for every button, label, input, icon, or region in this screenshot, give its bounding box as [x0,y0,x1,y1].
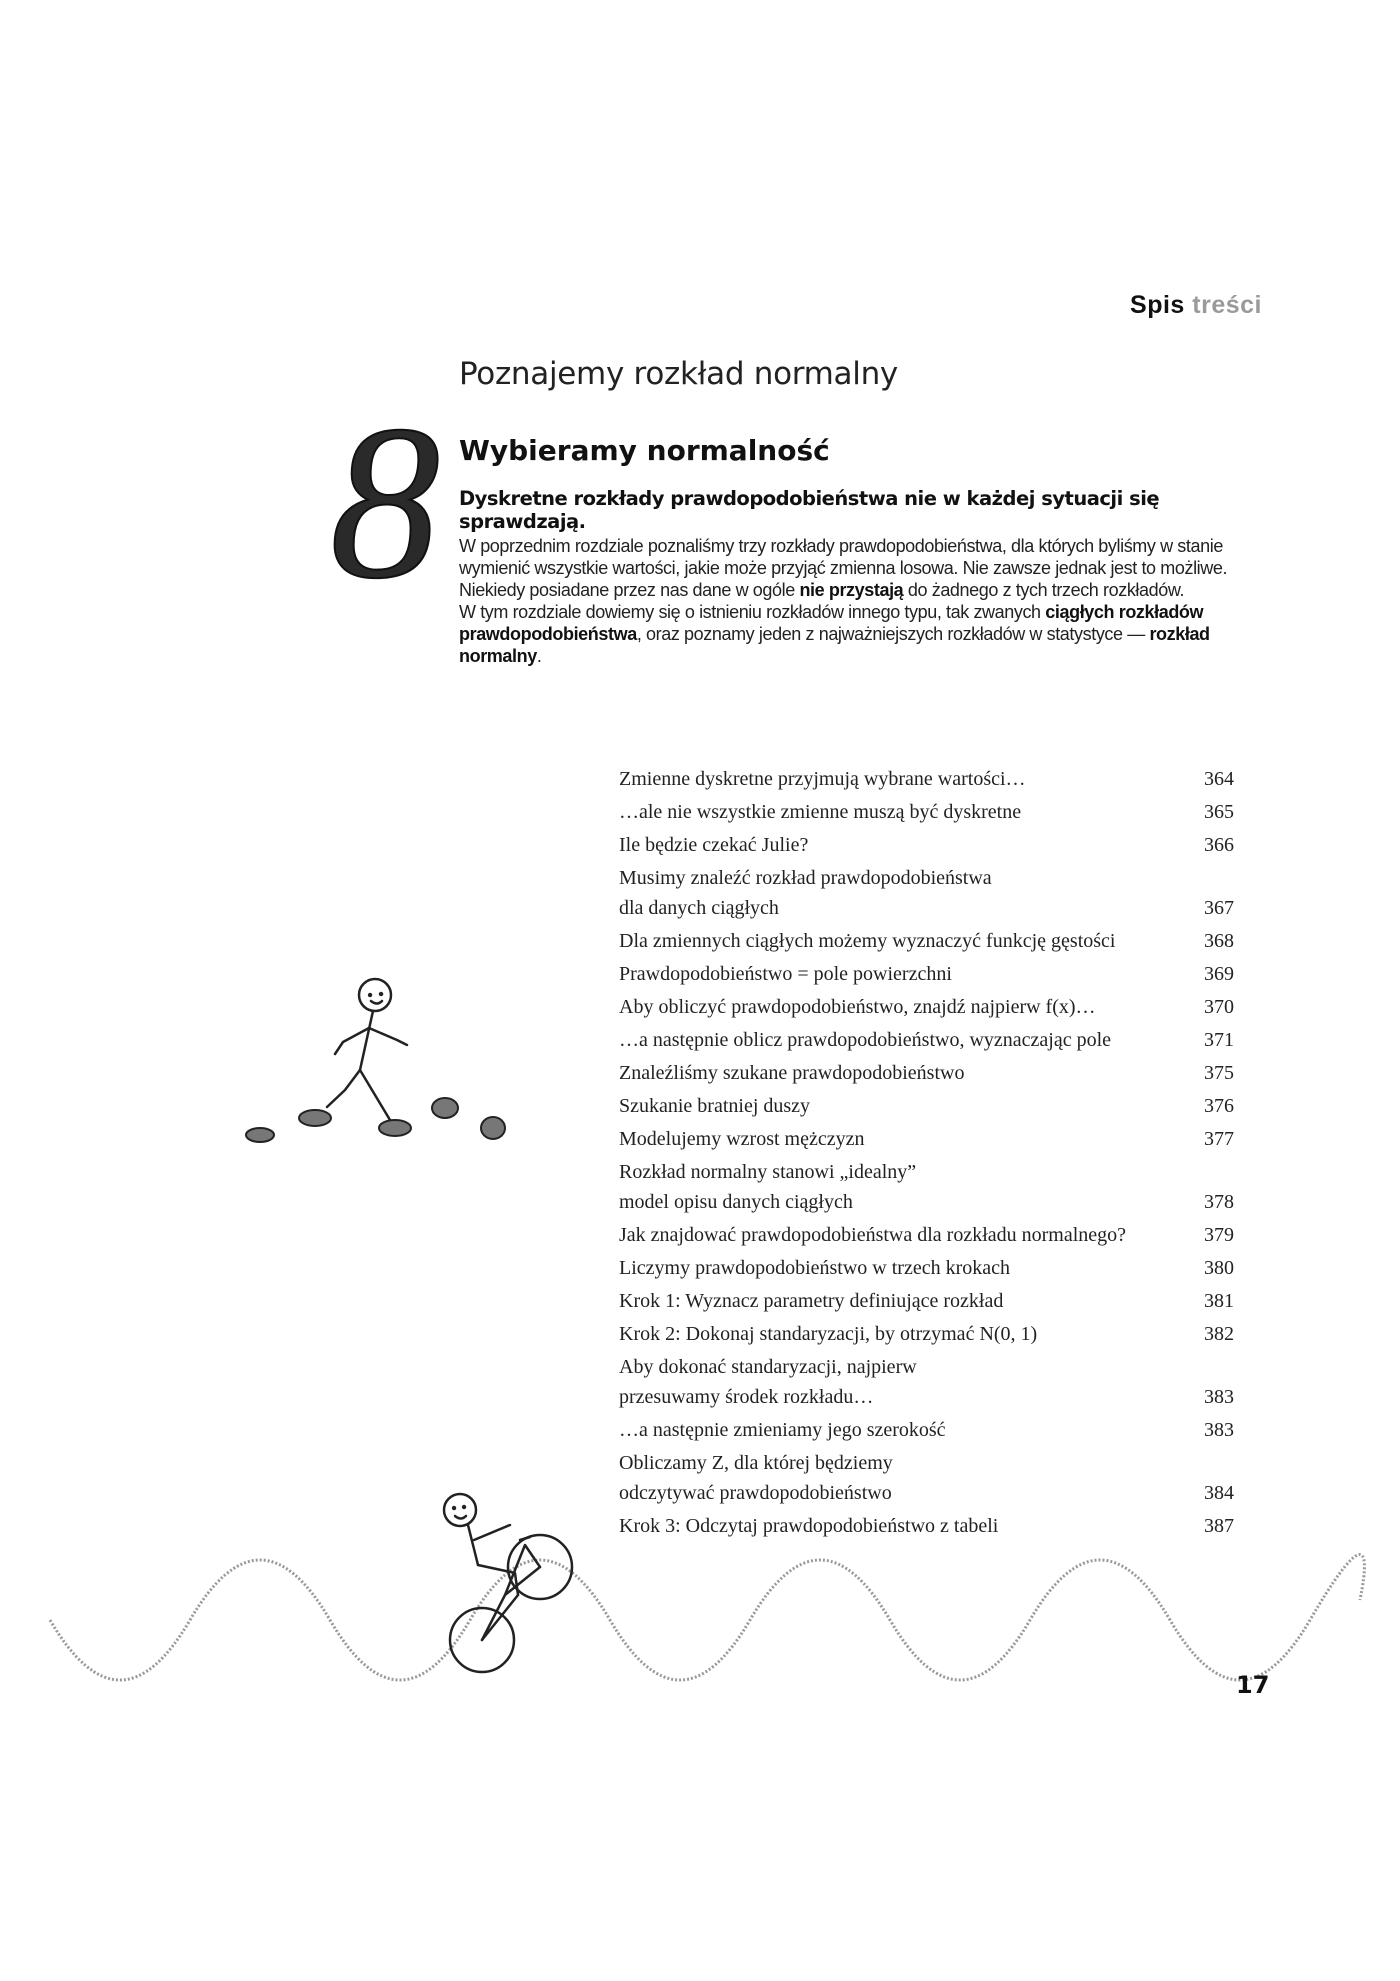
toc-entry[interactable] [619,1352,1234,1412]
toc-entry-page: 383 [1204,1386,1234,1408]
intro-p1-text: W poprzednim rozdziale poznaliśmy trzy rozkłady prawdopodobieństwa, dla których byliśmy w stanie wymienić wszystkie wartości, jakie może przyjąć zmienna losowa. Nie zawsze jednak jest to możliwe. Niekiedy posiadane przez nas dane w ogóle [459,536,1228,600]
intro-p2-bold2: rozkład normalny [459,624,1210,666]
toc-entry-page: 375 [1204,1062,1234,1084]
toc-entry-title: Jak znajdować prawdopodobieństwa dla rozkładu normalnego? [619,1224,1127,1246]
toc-entry-page: 381 [1204,1290,1234,1312]
toc-entry-title: Znaleźliśmy szukane prawdopodobieństwo [619,1062,965,1084]
toc-entry[interactable] [619,1124,1234,1154]
toc-entry-page: 382 [1204,1323,1234,1345]
toc-entry-title: Zmienne dyskretne przyjmują wybrane wartości… [619,768,1026,790]
toc-entry-title: Ile będzie czekać Julie? [619,834,809,856]
chapter-number: 8 [330,380,440,624]
toc-entry[interactable] [619,926,1234,956]
toc-entry-title: Krok 3: Odczytaj prawdopodobieństwo z tabeli [619,1515,999,1537]
toc-entry[interactable] [619,1157,1234,1217]
toc-entry-title: Prawdopodobieństwo = pole powierzchni [619,963,952,985]
toc-entry[interactable] [619,863,1234,923]
toc-entry-page: 377 [1204,1128,1234,1150]
running-header [1130,291,1262,320]
toc-entry-page: 378 [1204,1191,1234,1213]
toc-entry[interactable] [619,1091,1234,1121]
toc-entry-title: Modelujemy wzrost mężczyzn [619,1128,865,1150]
cyclist-illustration [430,1485,610,1685]
toc-entry-title: Krok 1: Wyznacz parametry definiujące rozkład [619,1290,1004,1312]
wavy-line-decoration [40,1520,1370,1690]
toc-entry[interactable] [619,764,1234,794]
toc-entry-title: …a następnie oblicz prawdopodobieństwo, wyznaczając pole [619,1029,1112,1051]
toc-entry-title: Aby dokonać standaryzacji, najpierw przesuwamy środek rozkładu… [619,1356,917,1408]
intro-p2-start: W tym rozdziale dowiemy się o istnieniu rozkładów innego typu, tak zwanych [459,602,1046,622]
header-word-spis: Spis [1130,291,1185,319]
toc-entry-page: 380 [1204,1257,1234,1279]
toc-entry-page: 371 [1204,1029,1234,1051]
header-word-tresci: treści [1192,291,1262,319]
toc-entry-title: Aby obliczyć prawdopodobieństwo, znajdź najpierw f(x)… [619,996,1096,1018]
toc-entry-page: 366 [1204,834,1234,856]
toc-entry-page: 376 [1204,1095,1234,1117]
toc-entry[interactable] [619,1448,1234,1508]
toc-entry[interactable] [619,1286,1234,1316]
intro-p1-bold: nie przystają [799,580,904,600]
intro-paragraph-2 [459,601,1279,667]
toc-entry[interactable] [619,1220,1234,1250]
intro-lead: Dyskretne rozkłady prawdopodobieństwa nie w każdej sytuacji się sprawdzają. [459,487,1160,533]
intro-p2-end: . [536,646,542,666]
toc-entry-title: …ale nie wszystkie zmienne muszą być dyskretne [619,801,1022,823]
intro-p1-end: do żadnego z tych trzech rozkładów. [903,580,1185,600]
toc-entry-page: 365 [1204,801,1234,823]
page-number: 17 [1236,1671,1270,1699]
chapter-title: Wybieramy normalność [459,434,830,467]
toc-entry-page: 367 [1204,897,1234,919]
walking-stick-figure-illustration [235,970,555,1150]
toc-entry-page: 369 [1204,963,1234,985]
toc-entry-page: 364 [1204,768,1234,790]
toc-entry-page: 368 [1204,930,1234,952]
toc-entry[interactable] [619,1415,1234,1445]
toc-entry-page: 384 [1204,1482,1234,1504]
toc-entry-title: Szukanie bratniej duszy [619,1095,811,1117]
toc-list [619,764,1234,1544]
toc-entry-title: Rozkład normalny stanowi „idealny” model opisu danych ciągłych [619,1161,917,1213]
toc-entry[interactable] [619,1058,1234,1088]
intro-paragraph-1 [459,535,1279,601]
toc-entry-title: Liczymy prawdopodobieństwo w trzech krokach [619,1257,1010,1279]
toc-entry-title: Musimy znaleźć rozkład prawdopodobieństwa dla danych ciągłych [619,867,992,919]
toc-entry-page: 379 [1204,1224,1234,1246]
toc-entry[interactable] [619,797,1234,827]
toc-entry[interactable] [619,1025,1234,1055]
toc-entry[interactable] [619,959,1234,989]
toc-entry-title: …a następnie zmieniamy jego szerokość [619,1419,946,1441]
toc-entry[interactable] [619,992,1234,1022]
toc-entry[interactable] [619,830,1234,860]
chapter-intro [459,487,1279,667]
intro-p2-mid: , oraz poznamy jeden z najważniejszych rozkładów w statystyce — [636,624,1150,644]
toc-entry-page: 370 [1204,996,1234,1018]
toc-entry-title: Krok 2: Dokonaj standaryzacji, by otrzymać N(0, 1) [619,1323,1038,1345]
toc-entry-page: 387 [1204,1515,1234,1537]
toc-entry[interactable] [619,1253,1234,1283]
toc-entry-page: 383 [1204,1419,1234,1441]
toc-entry-title: Obliczamy Z, dla której będziemy odczytywać prawdopodobieństwo [619,1452,893,1504]
intro-p2-bold1: ciągłych rozkładów prawdopodobieństwa [459,602,1204,644]
toc-entry-title: Dla zmiennych ciągłych możemy wyznaczyć funkcję gęstości [619,930,1116,952]
chapter-subtitle: Poznajemy rozkład normalny [459,356,898,392]
toc-entry[interactable] [619,1319,1234,1349]
